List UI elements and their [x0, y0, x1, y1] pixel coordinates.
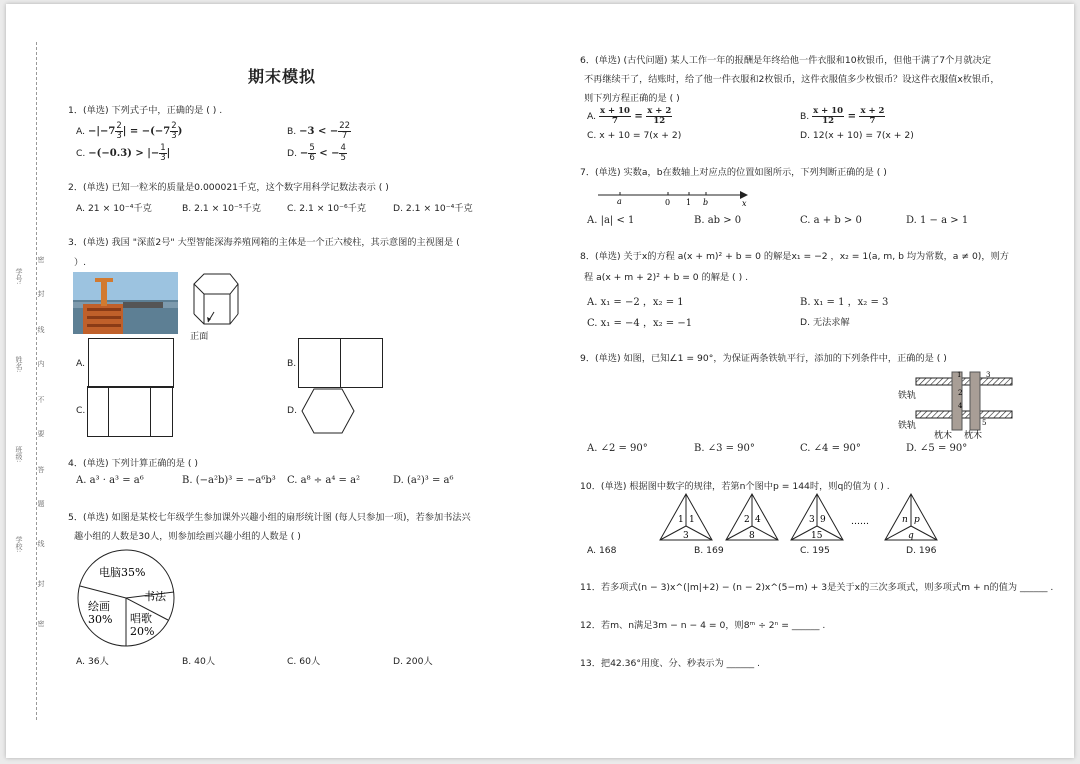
divider	[108, 387, 109, 436]
q2-option-b[interactable]: B. 2.1 × 10⁻⁵千克	[182, 203, 261, 214]
pie-label-singing: 唱歌	[130, 612, 152, 625]
denominator: 3	[171, 131, 177, 141]
sleeper-label-1: 枕木	[934, 431, 953, 441]
gutter-mark: 线	[37, 540, 45, 547]
q3-option-b-figure[interactable]	[298, 338, 383, 388]
q2-option-c[interactable]: C. 2.1 × 10⁻⁶千克	[287, 203, 367, 214]
divider	[340, 339, 341, 387]
tri3-right: 9	[820, 515, 826, 525]
q8-option-c[interactable]: C. x₁ = −4 ，x₂ = −1	[587, 318, 693, 329]
angle-5: 5	[982, 419, 987, 427]
q3-stem-cont: ）.	[74, 257, 87, 268]
q8-stem-cont: 程 a(x + m + 2)² + b = 0 的解是 ( ) .	[584, 272, 748, 283]
math: )	[177, 126, 183, 137]
q7-option-c[interactable]: C. a + b > 0	[800, 215, 862, 226]
q3-option-c[interactable]: C.	[76, 405, 86, 416]
railway-figure	[896, 368, 1018, 442]
math: =	[844, 111, 860, 122]
denominator: 6	[309, 153, 315, 163]
numerator: x + 10	[599, 106, 630, 116]
q11-stem: 11．若多项式(n − 3)x^(|m|+2) − (n − 2)x^(5−m) + 3是关于x的三次多项式，则多项式m + n的值为 ______ .	[580, 582, 1054, 593]
q7-stem: 7．(单选) 实数a，b在数轴上对应点的位置如图所示，下列判断正确的是 ( )	[580, 167, 887, 178]
triangle-pattern	[654, 492, 954, 542]
rail-label-1: 铁轨	[898, 391, 917, 401]
tri1-bottom: 3	[683, 531, 689, 541]
denominator: 7	[611, 116, 618, 126]
gutter-mark: 答	[37, 466, 45, 473]
q8-option-a[interactable]: A. x₁ = −2 ，x₂ = 1	[587, 297, 684, 308]
q7-option-d[interactable]: D. 1 − a > 1	[906, 215, 969, 226]
axis-label-x: x	[742, 199, 747, 208]
math: | = −(−7	[122, 126, 171, 137]
q9-option-d[interactable]: D. ∠5 = 90°	[906, 443, 968, 454]
math: −	[299, 148, 309, 159]
denominator: 12	[653, 116, 666, 126]
q8-option-d[interactable]: D. 无法求解	[800, 317, 850, 328]
q2-option-a[interactable]: A. 21 × 10⁻⁴千克	[76, 203, 152, 214]
angle-2: 2	[958, 389, 963, 397]
pie-value-painting: 30%	[88, 613, 113, 626]
numerator: x + 10	[813, 106, 844, 116]
gutter-label-id: 学号:	[15, 268, 23, 285]
axis-label-b: b	[703, 198, 709, 207]
gutter-label-name: 姓名:	[15, 356, 23, 373]
denominator: 3	[116, 131, 122, 141]
q3-option-d-figure[interactable]	[300, 386, 356, 436]
option-letter: A.	[76, 126, 86, 137]
q6-option-c[interactable]: C. x + 10 = 7(x + 2)	[587, 130, 682, 141]
denominator: 3	[160, 153, 166, 163]
q4-option-b[interactable]: B. (−a²b)³ = −a⁶b³	[182, 475, 276, 486]
math: −|−7	[87, 126, 116, 137]
q1-option-d[interactable]	[287, 144, 347, 163]
q4-option-a[interactable]: A. a³ · a³ = a⁶	[76, 475, 144, 486]
pie-label-calligraphy: 书法	[144, 590, 166, 603]
q9-stem: 9．(单选) 如图，已知∠1 = 90°，为保证两条铁轨平行，添加的下列条件中，正确的是 ( )	[580, 353, 947, 364]
q8-option-b[interactable]: B. x₁ = 1 ，x₂ = 3	[800, 297, 889, 308]
denominator: 12	[822, 116, 835, 126]
binding-line	[36, 42, 37, 720]
hexagonal-prism-figure	[186, 270, 242, 330]
q5-option-b[interactable]: B. 40人	[182, 656, 216, 667]
q3-option-d[interactable]: D.	[287, 405, 297, 416]
tri2-bottom: 8	[749, 531, 755, 541]
q1-option-b[interactable]	[287, 122, 351, 141]
denominator: 7	[341, 131, 348, 141]
q5-option-a[interactable]: A. 36人	[76, 656, 109, 667]
front-view-label: 正面	[190, 331, 209, 342]
q6-stem-cont: 不再继续干了，结账时，给了他一件衣服和2枚银币，这件衣服值多少枚银币？设这件衣服值x枚银币，	[584, 74, 1000, 85]
q6-option-d[interactable]: D. 12(x + 10) = 7(x + 2)	[800, 130, 914, 141]
q5-stem: 5．(单选) 如图是某校七年级学生参加课外兴趣小组的扇形统计图 (每人只参加一项)，若参加书法兴	[68, 512, 471, 523]
divider	[150, 387, 151, 436]
q10-option-a[interactable]: A. 168	[587, 545, 617, 556]
math: < −	[315, 148, 340, 159]
option-letter: A.	[587, 111, 597, 122]
axis-label-0: 0	[665, 198, 671, 207]
number-line	[596, 186, 752, 210]
pie-label-painting: 绘画	[88, 600, 110, 613]
tri-n-left: n	[902, 515, 908, 525]
q4-option-c[interactable]: C. a⁸ ÷ a⁴ = a²	[287, 475, 361, 486]
ellipsis: ……	[851, 517, 869, 527]
q3-stem: 3．(单选) 我国 "深蓝2号" 大型智能深海养殖网箱的主体是一个正六棱柱，其示意图的主视图是 (	[68, 237, 460, 248]
q3-option-c-figure[interactable]	[87, 386, 173, 437]
gutter-mark: 内	[37, 360, 45, 367]
math: −(−0.3) > |−	[88, 148, 160, 159]
q6-option-b[interactable]	[800, 107, 885, 126]
math: −3 < −	[299, 126, 339, 137]
numerator: 1	[160, 143, 166, 153]
axis-label-1: 1	[686, 198, 692, 207]
tri-n-bottom: q	[908, 531, 914, 541]
q2-stem: 2．(单选) 已知一粒米的质量是0.000021千克，这个数字用科学记数法表示 ( )	[68, 182, 389, 193]
q4-stem: 4．(单选) 下列计算正确的是 ( )	[68, 458, 199, 469]
tri1-right: 1	[689, 515, 695, 525]
q13-stem: 13．把42.36°用度、分、秒表示为 ______ .	[580, 658, 760, 669]
math: =	[630, 111, 647, 122]
pie-chart	[72, 548, 182, 648]
numerator: 2	[171, 121, 177, 131]
q5-option-c[interactable]: C. 60人	[287, 656, 321, 667]
gutter-mark: 封	[37, 580, 45, 587]
tri2-right: 4	[755, 515, 761, 525]
math: |	[166, 148, 171, 159]
q2-option-d[interactable]: D. 2.1 × 10⁻⁴千克	[393, 203, 473, 214]
option-letter: D.	[287, 148, 297, 159]
angle-3: 3	[986, 371, 991, 379]
q1-option-c[interactable]	[76, 144, 170, 163]
gutter-label-class: 班级:	[15, 446, 23, 463]
q10-option-b[interactable]: B. 169	[694, 545, 724, 556]
gutter-mark: 密	[37, 256, 45, 263]
tri3-bottom: 15	[811, 531, 823, 541]
tri-n-right: p	[914, 515, 920, 525]
numerator: 22	[339, 121, 351, 131]
q5-stem-cont: 趣小组的人数是30人，则参加绘画兴趣小组的人数是 ( )	[74, 531, 301, 542]
tri1-left: 1	[678, 515, 684, 525]
q12-stem: 12．若m、n满足3m − n − 4 = 0，则8ᵐ ÷ 2ⁿ = ______ .	[580, 620, 826, 631]
numerator: x + 2	[647, 106, 672, 116]
q9-option-b[interactable]: B. ∠3 = 90°	[694, 443, 755, 454]
angle-4: 4	[958, 402, 963, 410]
gutter-mark: 密	[37, 620, 45, 627]
gutter-mark: 封	[37, 290, 45, 297]
q10-stem: 10．(单选) 根据图中数字的规律，若第n个图中p = 144时，则q的值为 ( ) .	[580, 481, 890, 492]
q3-option-b[interactable]: B.	[287, 358, 297, 369]
option-letter: C.	[76, 148, 86, 159]
q3-option-a[interactable]: A.	[76, 358, 86, 369]
axis-label-a: a	[617, 197, 622, 206]
option-letter: B.	[800, 111, 810, 122]
gutter-mark: 不	[37, 396, 45, 403]
q5-option-d[interactable]: D. 200人	[393, 656, 433, 667]
q6-stem-cont2: 则下列方程正确的是 ( )	[584, 93, 680, 104]
sleeper-label-2: 枕木	[964, 431, 983, 441]
q6-stem: 6．(单选) (古代问题) 某人工作一年的报酬是年终给他一件衣服和10枚银币，但他干满了7个月就决定	[580, 55, 992, 66]
option-letter: B.	[287, 126, 297, 137]
angle-1: 1	[957, 371, 962, 379]
numerator: 4	[340, 143, 346, 153]
tri2-left: 2	[744, 515, 750, 525]
tri3-left: 3	[809, 515, 815, 525]
numerator: 5	[309, 143, 315, 153]
q9-option-a[interactable]: A. ∠2 = 90°	[587, 443, 648, 454]
gutter-label-school: 学校:	[15, 536, 23, 553]
rail-label-2: 铁轨	[898, 421, 917, 431]
q1-stem: 1．(单选) 下列式子中，正确的是 ( ) .	[68, 105, 223, 116]
q10-option-d[interactable]: D. 196	[906, 545, 937, 556]
denominator: 7	[869, 116, 876, 126]
denominator: 5	[340, 153, 346, 163]
q1-option-a[interactable]	[76, 122, 182, 141]
numerator: 2	[116, 121, 122, 131]
gutter-mark: 要	[37, 430, 45, 437]
q3-option-a-figure[interactable]	[88, 338, 174, 388]
q6-option-a[interactable]	[587, 107, 672, 126]
deep-blue-photo	[73, 272, 178, 334]
pie-label-computer: 电脑35%	[99, 566, 146, 579]
q8-stem: 8．(单选) 关于x的方程 a(x + m)² + b = 0 的解是x₁ = −2 ，x₂ = 1(a, m, b 均为常数，a ≠ 0)，则方	[580, 251, 1009, 262]
gutter-mark: 题	[37, 500, 45, 507]
q10-option-c[interactable]: C. 195	[800, 545, 830, 556]
pie-value-singing: 20%	[130, 625, 155, 638]
q9-option-c[interactable]: C. ∠4 = 90°	[800, 443, 861, 454]
page-title: 期末模拟	[248, 67, 317, 86]
q7-option-b[interactable]: B. ab > 0	[694, 215, 742, 226]
q4-option-d[interactable]: D. (a²)³ = a⁶	[393, 475, 454, 486]
gutter-mark: 线	[37, 326, 45, 333]
numerator: x + 2	[860, 106, 885, 116]
q7-option-a[interactable]: A. |a| < 1	[587, 215, 635, 226]
